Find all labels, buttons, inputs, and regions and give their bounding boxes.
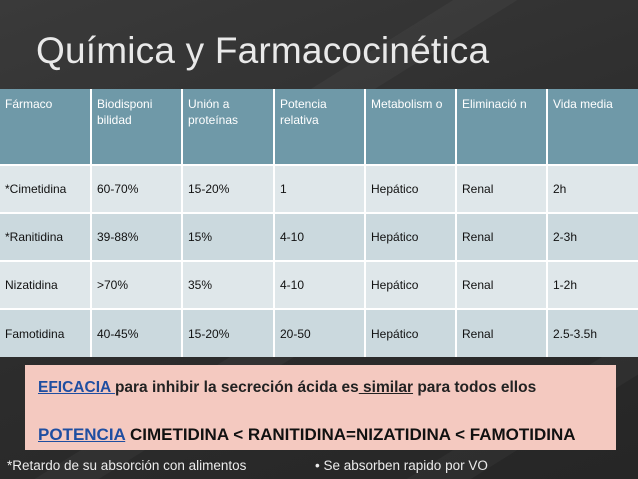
table-cell: Renal xyxy=(456,213,547,261)
table-row xyxy=(0,261,638,309)
table-cell: 1-2h xyxy=(547,261,638,309)
table-row xyxy=(0,165,638,213)
table-cell: Hepático xyxy=(365,309,456,357)
table-row xyxy=(0,213,638,261)
table-cell: 39-88% xyxy=(91,213,182,261)
table-cell: *Cimetidina xyxy=(0,165,91,213)
table-header-row xyxy=(0,89,638,165)
table-cell: Nizatidina xyxy=(0,261,91,309)
table-cell: 2h xyxy=(547,165,638,213)
pharmacokinetics-table xyxy=(0,89,638,357)
table-cell: Hepático xyxy=(365,213,456,261)
similar-keyword: similar xyxy=(358,379,414,396)
table-cell: 15-20% xyxy=(182,309,274,357)
header-eliminacion: Eliminació n xyxy=(456,89,547,165)
header-potencia-relativa: Potencia relativa xyxy=(274,89,365,165)
table-cell: 2-3h xyxy=(547,213,638,261)
efficacy-keyword: EFICACIA xyxy=(38,379,115,396)
slide-title: Química y Farmacocinética xyxy=(36,30,490,71)
footer-notes xyxy=(7,458,632,476)
efficacy-statement xyxy=(38,379,536,397)
table-cell: *Ranitidina xyxy=(0,213,91,261)
potency-keyword: POTENCIA xyxy=(38,425,126,444)
table-cell: 4-10 xyxy=(274,261,365,309)
table-cell: 4-10 xyxy=(274,213,365,261)
header-metabolismo: Metabolism o xyxy=(365,89,456,165)
table-cell: >70% xyxy=(91,261,182,309)
table-cell: 2.5-3.5h xyxy=(547,309,638,357)
table-cell: Hepático xyxy=(365,261,456,309)
table-cell: Renal xyxy=(456,261,547,309)
table-cell: 35% xyxy=(182,261,274,309)
summary-callout xyxy=(25,365,616,450)
header-biodisponibilidad: Biodisponi bilidad xyxy=(91,89,182,165)
table-cell: 20-50 xyxy=(274,309,365,357)
table-cell: Renal xyxy=(456,165,547,213)
table-cell: Renal xyxy=(456,309,547,357)
absorption-note: *Retardo de su absorción con alimentos xyxy=(7,458,247,473)
header-union-proteinas: Unión a proteínas xyxy=(182,89,274,165)
table-cell: Hepático xyxy=(365,165,456,213)
oral-absorption-note: • Se absorben rapido por VO xyxy=(315,458,488,473)
header-farmaco: Fármaco xyxy=(0,89,91,165)
table-cell: 1 xyxy=(274,165,365,213)
potency-ranking: CIMETIDINA < RANITIDINA=NIZATIDINA < FAMOTIDINA xyxy=(125,425,576,444)
potency-statement xyxy=(38,425,576,445)
table-cell: Famotidina xyxy=(0,309,91,357)
table-row xyxy=(0,309,638,357)
efficacy-text: para inhibir la secreción ácida es xyxy=(114,379,359,396)
table-cell: 40-45% xyxy=(91,309,182,357)
header-vida-media: Vida media xyxy=(547,89,638,165)
table-cell: 15-20% xyxy=(182,165,274,213)
efficacy-text-end: para todos ellos xyxy=(413,379,537,396)
table-cell: 15% xyxy=(182,213,274,261)
table-cell: 60-70% xyxy=(91,165,182,213)
